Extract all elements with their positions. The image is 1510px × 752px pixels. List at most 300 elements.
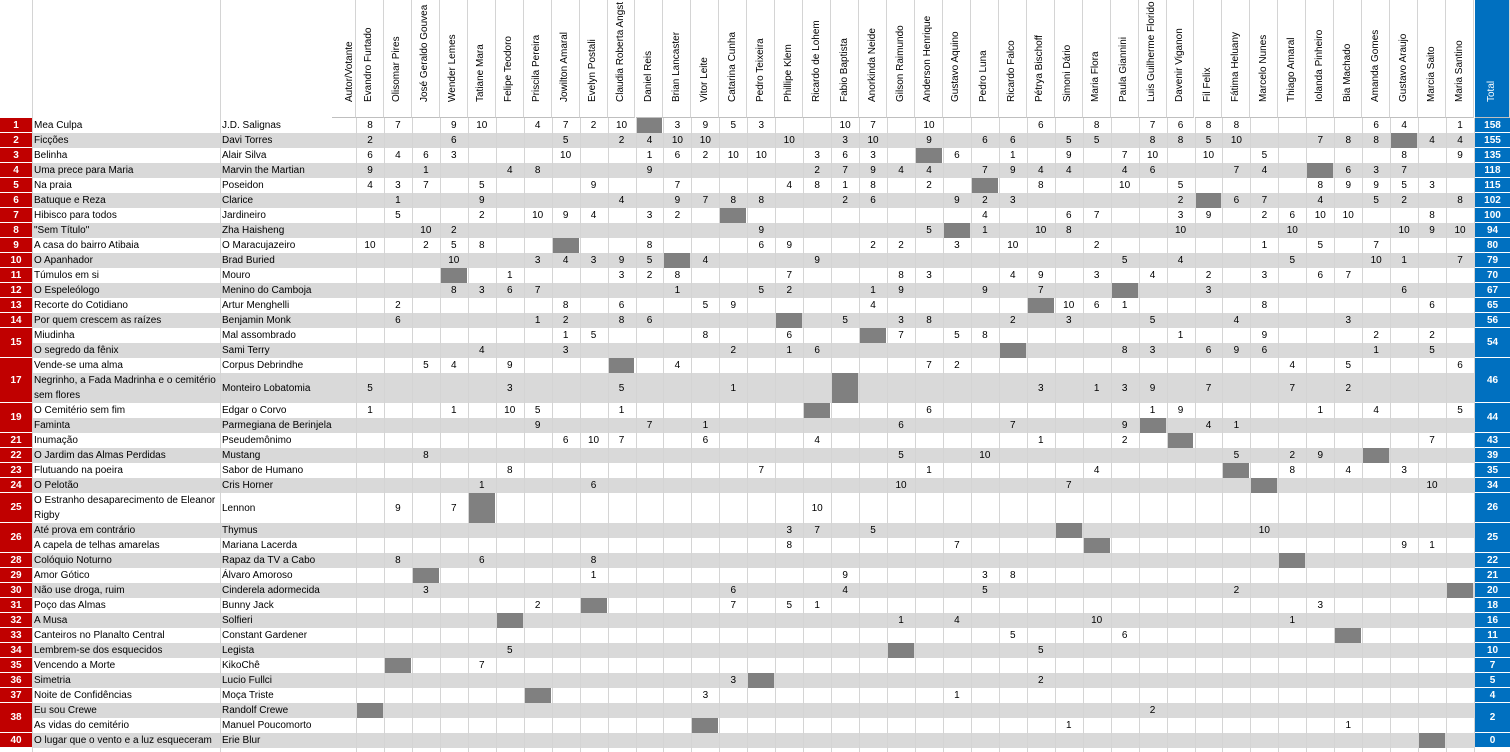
vote-cell[interactable]: 2 bbox=[423, 240, 429, 251]
vote-cell[interactable]: 2 bbox=[1037, 675, 1044, 686]
vote-cell[interactable]: 7 bbox=[814, 525, 820, 536]
header-voter[interactable] bbox=[1055, 0, 1083, 118]
vote-cell[interactable]: 5 bbox=[1010, 630, 1016, 641]
vote-cell[interactable]: 2 bbox=[730, 345, 737, 356]
vote-cell[interactable]: 1 bbox=[786, 345, 792, 356]
book-title[interactable]: O Cemitério sem fim bbox=[34, 405, 126, 416]
vote-cell[interactable]: 10 bbox=[923, 120, 935, 131]
vote-cell[interactable]: 4 bbox=[1205, 420, 1212, 431]
vote-cell[interactable]: 2 bbox=[618, 135, 625, 146]
vote-cell[interactable]: 2 bbox=[1093, 240, 1100, 251]
vote-cell[interactable]: 9 bbox=[730, 300, 737, 311]
vote-cell[interactable]: 1 bbox=[1065, 720, 1072, 731]
vote-cell[interactable]: 7 bbox=[982, 165, 988, 176]
book-title[interactable]: O lugar que o vento e a luz esqueceram bbox=[34, 735, 212, 746]
vote-cell[interactable]: 4 bbox=[451, 360, 457, 371]
vote-cell[interactable]: 7 bbox=[898, 330, 904, 341]
vote-cell[interactable]: 6 bbox=[1065, 210, 1072, 221]
vote-cell[interactable]: 8 bbox=[1205, 120, 1212, 131]
vote-cell[interactable]: 5 bbox=[926, 225, 932, 236]
book-title[interactable]: O Estranho desaparecimento de Eleanor Rigby bbox=[34, 495, 216, 521]
vote-cell[interactable]: 2 bbox=[1289, 450, 1296, 461]
vote-cell[interactable]: 8 bbox=[1121, 345, 1128, 356]
vote-cell[interactable]: 8 bbox=[1289, 465, 1296, 476]
header-voter[interactable] bbox=[943, 0, 971, 118]
vote-cell[interactable]: 8 bbox=[562, 300, 569, 311]
vote-cell[interactable]: 3 bbox=[590, 255, 597, 266]
vote-cell[interactable]: 3 bbox=[870, 150, 876, 161]
vote-cell[interactable]: 1 bbox=[534, 315, 541, 326]
vote-cell[interactable]: 7 bbox=[1010, 420, 1016, 431]
header-voter[interactable] bbox=[1278, 0, 1306, 118]
vote-cell[interactable]: 10 bbox=[1258, 525, 1270, 536]
vote-cell[interactable]: 1 bbox=[870, 285, 876, 296]
vote-cell[interactable]: 10 bbox=[588, 435, 600, 446]
vote-cell[interactable]: 1 bbox=[618, 405, 625, 416]
vote-cell[interactable]: 3 bbox=[954, 240, 960, 251]
vote-cell[interactable]: 2 bbox=[451, 225, 457, 236]
header-voter[interactable] bbox=[580, 0, 608, 118]
vote-cell[interactable]: 5 bbox=[646, 255, 653, 266]
vote-cell[interactable]: 5 bbox=[982, 585, 988, 596]
vote-cell[interactable]: 7 bbox=[1261, 195, 1268, 206]
header-voter[interactable] bbox=[384, 0, 412, 118]
vote-cell[interactable]: 6 bbox=[870, 195, 876, 206]
vote-cell[interactable]: 7 bbox=[1317, 135, 1324, 146]
book-title[interactable]: Na praia bbox=[34, 180, 72, 191]
vote-cell[interactable]: 8 bbox=[1065, 225, 1072, 236]
vote-cell[interactable]: 5 bbox=[730, 120, 737, 131]
vote-cell[interactable]: 9 bbox=[590, 180, 597, 191]
vote-cell[interactable]: 8 bbox=[926, 315, 932, 326]
vote-cell[interactable]: 8 bbox=[674, 270, 681, 281]
book-title[interactable]: Simetria bbox=[34, 675, 71, 686]
vote-cell[interactable]: 7 bbox=[1429, 435, 1435, 446]
vote-cell[interactable]: 7 bbox=[1121, 150, 1128, 161]
vote-cell[interactable]: 10 bbox=[1230, 135, 1242, 146]
vote-cell[interactable]: 6 bbox=[730, 585, 737, 596]
book-title[interactable]: Lembrem-se dos esquecidos bbox=[34, 645, 163, 656]
vote-cell[interactable]: 7 bbox=[1065, 480, 1072, 491]
vote-cell[interactable]: 4 bbox=[1289, 360, 1296, 371]
book-title[interactable]: Hibisco para todos bbox=[34, 210, 117, 221]
vote-cell[interactable]: 3 bbox=[1317, 600, 1324, 611]
vote-cell[interactable]: 4 bbox=[395, 150, 401, 161]
vote-cell[interactable]: 6 bbox=[1261, 345, 1268, 356]
vote-cell[interactable]: 6 bbox=[478, 555, 485, 566]
vote-cell[interactable]: 1 bbox=[367, 405, 373, 416]
vote-cell[interactable]: 4 bbox=[1373, 405, 1379, 416]
vote-cell[interactable]: 3 bbox=[1205, 285, 1212, 296]
vote-cell[interactable]: 7 bbox=[478, 660, 485, 671]
vote-cell[interactable]: 5 bbox=[395, 210, 401, 221]
vote-cell[interactable]: 4 bbox=[1149, 270, 1156, 281]
vote-cell[interactable]: 8 bbox=[702, 330, 709, 341]
vote-cell[interactable]: 3 bbox=[618, 270, 625, 281]
header-voter[interactable] bbox=[831, 0, 859, 118]
vote-cell[interactable]: 4 bbox=[478, 345, 485, 356]
vote-cell[interactable]: 9 bbox=[395, 502, 401, 514]
vote-cell[interactable]: 10 bbox=[755, 150, 767, 161]
vote-cell[interactable]: 5 bbox=[562, 135, 569, 146]
vote-cell[interactable]: 6 bbox=[898, 420, 904, 431]
vote-cell[interactable]: 9 bbox=[1149, 382, 1156, 394]
vote-cell[interactable]: 2 bbox=[534, 600, 541, 611]
vote-cell[interactable]: 2 bbox=[702, 150, 709, 161]
book-title[interactable]: Noite de Confidências bbox=[34, 690, 132, 701]
vote-cell[interactable]: 4 bbox=[1401, 120, 1407, 131]
vote-cell[interactable]: 3 bbox=[1065, 315, 1072, 326]
vote-cell[interactable]: 1 bbox=[451, 405, 457, 416]
vote-cell[interactable]: 10 bbox=[1063, 300, 1075, 311]
vote-cell[interactable]: 9 bbox=[506, 360, 513, 371]
vote-cell[interactable]: 5 bbox=[1261, 150, 1268, 161]
vote-cell[interactable]: 8 bbox=[534, 165, 541, 176]
book-title[interactable]: Canteiros no Planalto Central bbox=[34, 630, 165, 641]
vote-cell[interactable]: 7 bbox=[954, 540, 960, 551]
vote-cell[interactable]: 8 bbox=[1317, 180, 1324, 191]
vote-cell[interactable]: 9 bbox=[898, 285, 904, 296]
book-title[interactable]: Poço das Almas bbox=[34, 600, 106, 611]
vote-cell[interactable]: 3 bbox=[1429, 180, 1435, 191]
vote-cell[interactable]: 1 bbox=[730, 382, 737, 394]
vote-cell[interactable]: 8 bbox=[1401, 150, 1407, 161]
vote-cell[interactable]: 2 bbox=[1121, 435, 1128, 446]
vote-cell[interactable]: 6 bbox=[451, 135, 457, 146]
vote-cell[interactable]: 7 bbox=[423, 180, 429, 191]
vote-cell[interactable]: 2 bbox=[786, 285, 792, 296]
vote-cell[interactable]: 9 bbox=[562, 210, 569, 221]
vote-cell[interactable]: 8 bbox=[1261, 300, 1268, 311]
vote-cell[interactable]: 9 bbox=[870, 165, 876, 176]
vote-cell[interactable]: 6 bbox=[982, 135, 988, 146]
vote-cell[interactable]: 9 bbox=[758, 225, 765, 236]
vote-cell[interactable]: 6 bbox=[367, 150, 373, 161]
vote-cell[interactable]: 4 bbox=[590, 210, 597, 221]
header-voter[interactable] bbox=[1195, 0, 1223, 118]
vote-cell[interactable]: 6 bbox=[814, 345, 820, 356]
vote-cell[interactable]: 9 bbox=[646, 165, 653, 176]
vote-cell[interactable]: 9 bbox=[814, 255, 820, 266]
vote-cell[interactable]: 1 bbox=[590, 570, 597, 581]
book-title[interactable]: As vidas do cemitério bbox=[34, 720, 130, 731]
vote-cell[interactable]: 4 bbox=[1093, 465, 1100, 476]
vote-cell[interactable]: 3 bbox=[1037, 382, 1044, 394]
vote-cell[interactable]: 10 bbox=[476, 120, 488, 131]
vote-cell[interactable]: 10 bbox=[1174, 225, 1187, 236]
vote-cell[interactable]: 6 bbox=[674, 150, 681, 161]
vote-cell[interactable]: 3 bbox=[1373, 165, 1379, 176]
header-voter[interactable] bbox=[1222, 0, 1250, 118]
vote-cell[interactable]: 10 bbox=[1202, 150, 1215, 161]
vote-cell[interactable]: 2 bbox=[646, 270, 653, 281]
vote-cell[interactable]: 1 bbox=[1261, 240, 1268, 251]
book-title[interactable]: Eu sou Crewe bbox=[34, 705, 97, 716]
vote-cell[interactable]: 2 bbox=[674, 210, 681, 221]
vote-cell[interactable]: 3 bbox=[451, 150, 457, 161]
vote-cell[interactable]: 6 bbox=[758, 240, 765, 251]
vote-cell[interactable]: 9 bbox=[1457, 150, 1463, 161]
book-title[interactable]: O Jardim das Almas Perdidas bbox=[34, 450, 166, 461]
vote-cell[interactable]: 4 bbox=[1065, 165, 1072, 176]
vote-cell[interactable]: 4 bbox=[562, 255, 569, 266]
vote-cell[interactable]: 5 bbox=[702, 300, 709, 311]
vote-cell[interactable]: 3 bbox=[842, 135, 848, 146]
book-title[interactable]: Até prova em contrário bbox=[34, 525, 136, 536]
header-voter[interactable] bbox=[1027, 0, 1055, 118]
book-title[interactable]: A capela de telhas amarelas bbox=[34, 540, 160, 551]
vote-cell[interactable]: 9 bbox=[702, 120, 709, 131]
header-voter[interactable] bbox=[1334, 0, 1362, 118]
vote-cell[interactable]: 1 bbox=[478, 480, 485, 491]
vote-cell[interactable]: 8 bbox=[1429, 210, 1435, 221]
book-title[interactable]: Vende-se uma alma bbox=[34, 360, 123, 371]
vote-cell[interactable]: 4 bbox=[982, 210, 988, 221]
vote-cell[interactable]: 8 bbox=[590, 555, 597, 566]
vote-cell[interactable]: 8 bbox=[478, 240, 485, 251]
vote-cell[interactable]: 9 bbox=[1317, 450, 1324, 461]
header-voter[interactable] bbox=[1390, 0, 1418, 118]
vote-cell[interactable]: 4 bbox=[367, 180, 373, 191]
vote-cell[interactable]: 8 bbox=[758, 195, 765, 206]
vote-cell[interactable]: 1 bbox=[982, 225, 988, 236]
book-title[interactable]: O Pelotão bbox=[34, 480, 79, 491]
vote-cell[interactable]: 4 bbox=[618, 195, 625, 206]
header-voter[interactable] bbox=[747, 0, 775, 118]
vote-cell[interactable]: 5 bbox=[534, 405, 541, 416]
vote-cell[interactable]: 8 bbox=[870, 180, 876, 191]
vote-cell[interactable]: 4 bbox=[506, 165, 513, 176]
vote-cell[interactable]: 5 bbox=[842, 315, 848, 326]
vote-cell[interactable]: 3 bbox=[758, 120, 765, 131]
vote-cell[interactable]: 4 bbox=[898, 165, 904, 176]
vote-cell[interactable]: 4 bbox=[786, 180, 792, 191]
vote-cell[interactable]: 5 bbox=[1289, 255, 1296, 266]
vote-cell[interactable]: 7 bbox=[1233, 165, 1240, 176]
book-title[interactable]: Uma prece para Maria bbox=[34, 165, 134, 176]
vote-cell[interactable]: 4 bbox=[1037, 165, 1044, 176]
book-title[interactable]: Vencendo a Morte bbox=[34, 660, 116, 671]
vote-cell[interactable]: 5 bbox=[1037, 645, 1044, 656]
header-voter[interactable] bbox=[775, 0, 803, 118]
vote-cell[interactable]: 7 bbox=[618, 435, 625, 446]
vote-cell[interactable]: 7 bbox=[1457, 255, 1463, 266]
vote-cell[interactable]: 8 bbox=[786, 540, 792, 551]
vote-cell[interactable]: 3 bbox=[1177, 210, 1184, 221]
vote-cell[interactable]: 3 bbox=[1261, 270, 1268, 281]
vote-cell[interactable]: 4 bbox=[1345, 465, 1351, 476]
header-voter[interactable] bbox=[1139, 0, 1167, 118]
vote-cell[interactable]: 6 bbox=[395, 315, 401, 326]
vote-cell[interactable]: 6 bbox=[786, 330, 792, 341]
vote-cell[interactable]: 1 bbox=[674, 285, 681, 296]
vote-cell[interactable]: 4 bbox=[646, 135, 653, 146]
vote-cell[interactable]: 8 bbox=[814, 180, 820, 191]
vote-cell[interactable]: 9 bbox=[926, 135, 932, 146]
vote-cell[interactable]: 9 bbox=[1177, 405, 1184, 416]
vote-cell[interactable]: 2 bbox=[898, 240, 904, 251]
vote-cell[interactable]: 5 bbox=[870, 525, 876, 536]
vote-cell[interactable]: 8 bbox=[1373, 135, 1379, 146]
vote-cell[interactable]: 4 bbox=[1429, 135, 1435, 146]
header-voter[interactable] bbox=[608, 0, 636, 118]
vote-cell[interactable]: 7 bbox=[730, 600, 737, 611]
book-title[interactable]: O segredo da fênix bbox=[34, 345, 119, 356]
vote-cell[interactable]: 1 bbox=[954, 690, 960, 701]
vote-cell[interactable]: 6 bbox=[1010, 135, 1016, 146]
book-title[interactable]: Colóquio Noturno bbox=[34, 555, 112, 566]
vote-cell[interactable]: 4 bbox=[1121, 165, 1128, 176]
vote-cell[interactable]: 9 bbox=[786, 240, 792, 251]
book-title[interactable]: Belinha bbox=[34, 150, 68, 161]
vote-cell[interactable]: 3 bbox=[646, 210, 653, 221]
header-voter[interactable] bbox=[971, 0, 999, 118]
vote-cell[interactable]: 10 bbox=[364, 240, 376, 251]
vote-cell[interactable]: 8 bbox=[1345, 135, 1351, 146]
vote-cell[interactable]: 9 bbox=[451, 120, 457, 131]
vote-cell[interactable]: 6 bbox=[1401, 285, 1407, 296]
vote-cell[interactable]: 9 bbox=[1037, 270, 1044, 281]
book-title[interactable]: Ficções bbox=[34, 135, 69, 146]
vote-cell[interactable]: 7 bbox=[1373, 240, 1379, 251]
vote-cell[interactable]: 10 bbox=[1147, 150, 1159, 161]
vote-cell[interactable]: 8 bbox=[1233, 120, 1240, 131]
vote-cell[interactable]: 10 bbox=[1035, 225, 1047, 236]
vote-cell[interactable]: 2 bbox=[1373, 330, 1379, 341]
vote-cell[interactable]: 6 bbox=[842, 150, 848, 161]
vote-cell[interactable]: 6 bbox=[506, 285, 513, 296]
vote-cell[interactable]: 8 bbox=[423, 450, 429, 461]
vote-cell[interactable]: 3 bbox=[982, 570, 988, 581]
vote-cell[interactable]: 3 bbox=[423, 585, 429, 596]
header-voter[interactable] bbox=[440, 0, 468, 118]
vote-cell[interactable]: 5 bbox=[1205, 135, 1212, 146]
vote-cell[interactable]: 7 bbox=[534, 285, 541, 296]
vote-cell[interactable]: 7 bbox=[646, 420, 653, 431]
vote-cell[interactable]: 1 bbox=[562, 330, 569, 341]
vote-cell[interactable]: 6 bbox=[1345, 165, 1351, 176]
vote-cell[interactable]: 1 bbox=[1177, 330, 1184, 341]
vote-cell[interactable]: 1 bbox=[1345, 720, 1351, 731]
vote-cell[interactable]: 3 bbox=[1010, 195, 1016, 206]
vote-cell[interactable]: 8 bbox=[898, 270, 904, 281]
vote-cell[interactable]: 8 bbox=[646, 240, 653, 251]
vote-cell[interactable]: 3 bbox=[562, 345, 569, 356]
vote-cell[interactable]: 6 bbox=[1205, 345, 1212, 356]
header-voter[interactable] bbox=[1111, 0, 1139, 118]
header-voter[interactable] bbox=[412, 0, 440, 118]
vote-cell[interactable]: 2 bbox=[1177, 195, 1184, 206]
vote-cell[interactable]: 3 bbox=[702, 690, 709, 701]
vote-cell[interactable]: 6 bbox=[1233, 195, 1240, 206]
vote-cell[interactable]: 3 bbox=[1093, 270, 1100, 281]
vote-cell[interactable]: 5 bbox=[506, 645, 513, 656]
vote-cell[interactable]: 1 bbox=[1149, 405, 1156, 416]
vote-cell[interactable]: 6 bbox=[1037, 120, 1044, 131]
header-voter[interactable] bbox=[1418, 0, 1446, 118]
vote-cell[interactable]: 1 bbox=[395, 195, 401, 206]
vote-cell[interactable]: 3 bbox=[786, 525, 792, 536]
header-voter[interactable] bbox=[1167, 0, 1195, 118]
vote-cell[interactable]: 9 bbox=[1429, 225, 1435, 236]
book-title[interactable]: Faminta bbox=[34, 420, 71, 431]
vote-cell[interactable]: 10 bbox=[867, 135, 879, 146]
header-voter[interactable] bbox=[636, 0, 664, 118]
vote-cell[interactable]: 2 bbox=[1149, 705, 1156, 716]
vote-cell[interactable]: 1 bbox=[1010, 150, 1016, 161]
vote-cell[interactable]: 9 bbox=[1065, 150, 1072, 161]
book-title[interactable]: Batuque e Reza bbox=[34, 195, 106, 206]
vote-cell[interactable]: 7 bbox=[1093, 210, 1100, 221]
vote-cell[interactable]: 2 bbox=[367, 135, 373, 146]
vote-cell[interactable]: 6 bbox=[618, 300, 625, 311]
vote-cell[interactable]: 10 bbox=[699, 135, 711, 146]
vote-cell[interactable]: 1 bbox=[1037, 435, 1044, 446]
book-title[interactable]: A casa do bairro Atibaia bbox=[34, 240, 140, 251]
vote-cell[interactable]: 10 bbox=[560, 150, 572, 161]
vote-cell[interactable]: 10 bbox=[1007, 240, 1019, 251]
vote-cell[interactable]: 6 bbox=[954, 150, 960, 161]
vote-cell[interactable]: 8 bbox=[730, 195, 737, 206]
vote-cell[interactable]: 5 bbox=[1177, 180, 1184, 191]
vote-cell[interactable]: 10 bbox=[783, 135, 795, 146]
vote-cell[interactable]: 5 bbox=[1065, 135, 1072, 146]
vote-cell[interactable]: 6 bbox=[1457, 360, 1463, 371]
vote-cell[interactable]: 4 bbox=[1010, 270, 1016, 281]
vote-cell[interactable]: 9 bbox=[1261, 330, 1268, 341]
vote-cell[interactable]: 10 bbox=[1091, 615, 1103, 626]
vote-cell[interactable]: 1 bbox=[702, 420, 709, 431]
vote-cell[interactable]: 6 bbox=[1373, 120, 1379, 131]
vote-cell[interactable]: 7 bbox=[758, 465, 765, 476]
vote-cell[interactable]: 5 bbox=[786, 600, 792, 611]
vote-cell[interactable]: 8 bbox=[618, 315, 625, 326]
vote-cell[interactable]: 5 bbox=[1233, 450, 1240, 461]
vote-cell[interactable]: 3 bbox=[814, 150, 820, 161]
vote-cell[interactable]: 9 bbox=[367, 165, 373, 176]
vote-cell[interactable]: 5 bbox=[1121, 255, 1128, 266]
vote-cell[interactable]: 3 bbox=[1121, 382, 1128, 394]
vote-cell[interactable]: 8 bbox=[1010, 570, 1016, 581]
book-title[interactable]: O Espeleólogo bbox=[34, 285, 100, 296]
vote-cell[interactable]: 2 bbox=[1233, 585, 1240, 596]
book-title[interactable]: Não use droga, ruim bbox=[34, 585, 125, 596]
header-voter[interactable] bbox=[719, 0, 747, 118]
vote-cell[interactable]: 2 bbox=[1429, 330, 1435, 341]
vote-cell[interactable]: 10 bbox=[979, 450, 991, 461]
vote-cell[interactable]: 6 bbox=[646, 315, 653, 326]
vote-cell[interactable]: 6 bbox=[926, 405, 932, 416]
vote-cell[interactable]: 10 bbox=[1454, 225, 1466, 236]
vote-cell[interactable]: 2 bbox=[1205, 270, 1212, 281]
vote-cell[interactable]: 10 bbox=[615, 120, 628, 131]
vote-cell[interactable]: 9 bbox=[1205, 210, 1212, 221]
vote-cell[interactable]: 9 bbox=[1233, 345, 1240, 356]
vote-cell[interactable]: 3 bbox=[395, 180, 401, 191]
vote-cell[interactable]: 5 bbox=[1345, 360, 1351, 371]
vote-cell[interactable]: 5 bbox=[1401, 180, 1407, 191]
book-title[interactable]: O Apanhador bbox=[34, 255, 93, 266]
vote-cell[interactable]: 1 bbox=[842, 180, 848, 191]
vote-cell[interactable]: 1 bbox=[1093, 382, 1100, 394]
vote-cell[interactable]: 8 bbox=[506, 465, 513, 476]
vote-cell[interactable]: 3 bbox=[898, 315, 904, 326]
header-voter[interactable] bbox=[1083, 0, 1111, 118]
vote-cell[interactable]: 2 bbox=[395, 300, 401, 311]
vote-cell[interactable]: 3 bbox=[506, 382, 513, 394]
vote-cell[interactable]: 6 bbox=[590, 480, 597, 491]
vote-cell[interactable]: 5 bbox=[367, 382, 373, 394]
